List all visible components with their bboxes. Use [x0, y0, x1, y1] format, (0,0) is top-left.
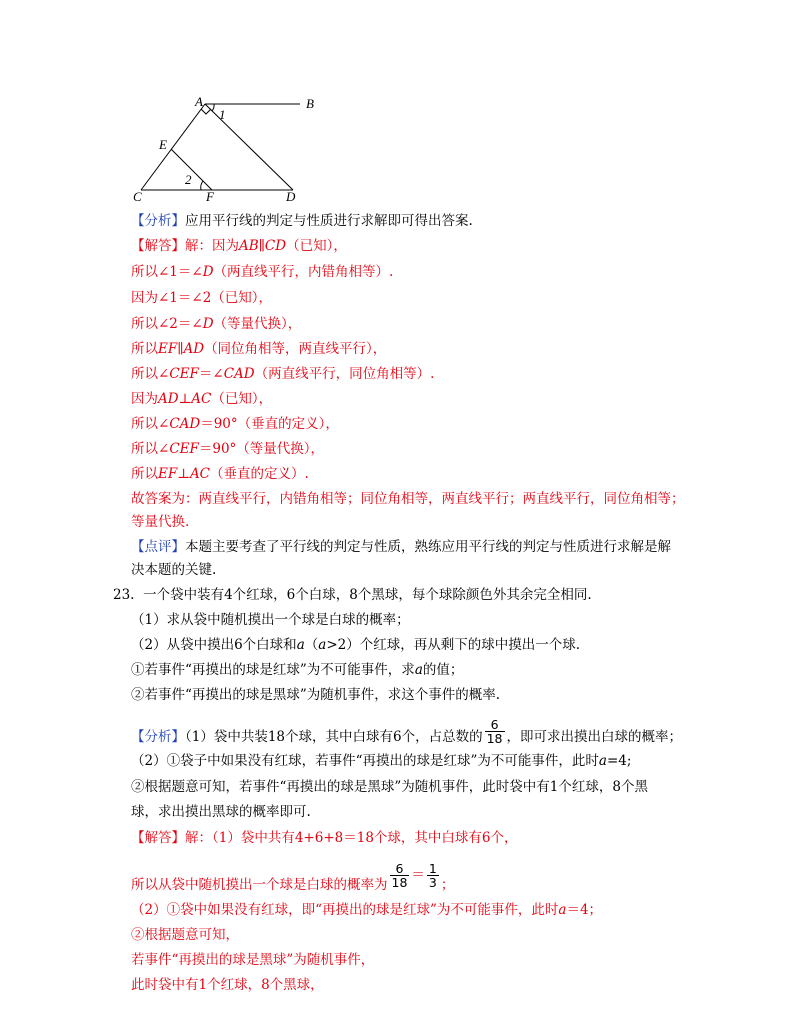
- answer-tag: 【解答】: [131, 238, 185, 254]
- q22-answer-line-6: [131, 365, 434, 383]
- text: 所以∠2＝∠: [131, 316, 203, 332]
- q23-answer-line-3: [131, 901, 602, 919]
- q23-analysis-line-4: 球，求出摸出黑球的概率即可.: [131, 804, 311, 820]
- text: ∥: [177, 341, 184, 357]
- math-var: AD: [158, 391, 179, 407]
- math-var: a: [414, 662, 423, 678]
- fraction: [427, 862, 439, 889]
- comment-tag: 【点评】: [131, 539, 185, 555]
- q23-answer-line-5: 若事件“再摸出的球是黑球”为随机事件，: [131, 952, 375, 968]
- geometry-figure: [0, 0, 800, 210]
- segment-ef: [171, 149, 212, 190]
- math-var: CEF: [169, 366, 199, 382]
- q22-answer-line-2: [131, 263, 393, 281]
- q23-answer-line-1: [131, 829, 518, 847]
- math-var: CEF: [169, 441, 199, 457]
- text: 的值；: [422, 662, 464, 678]
- label-1: 1: [219, 107, 226, 122]
- text: 所以从袋中随机摸出一个球是白球的概率为: [131, 877, 388, 893]
- q22-answer-line-8: [131, 415, 339, 433]
- text: ，即可求出摸出白球的概率；: [506, 729, 683, 745]
- text: 解：因为: [185, 238, 239, 254]
- text: >2）个红球，再从剩下的球中摸出一个球.: [326, 637, 581, 653]
- math-var: a: [318, 637, 327, 653]
- question-number: 23.: [113, 587, 135, 603]
- q22-answer-line-10: [131, 465, 309, 483]
- segment-ac: [141, 104, 205, 190]
- math-var: D: [202, 264, 214, 280]
- text: ⊥: [178, 391, 192, 407]
- label-f: F: [206, 189, 214, 204]
- numerator: 6: [490, 717, 499, 732]
- analysis-text: 应用平行线的判定与性质进行求解即可得出答案.: [185, 213, 473, 229]
- text: ＝90°（垂直的定义），: [200, 416, 339, 432]
- answer-tag: 【解答】: [131, 830, 185, 846]
- math-var: EF: [158, 341, 178, 357]
- math-var: AD: [183, 341, 205, 357]
- q22-answer-line-5: [131, 340, 386, 358]
- label-d: D: [286, 189, 296, 204]
- label-b: B: [306, 96, 314, 111]
- q22-answer-line-7: [131, 390, 272, 408]
- text: （两直线平行，同位角相等）.: [254, 366, 435, 382]
- math-var: EF: [158, 466, 178, 482]
- math-var: a: [558, 902, 567, 918]
- q22-comment: [131, 538, 671, 556]
- q23-part-1: （1）求从袋中随机摸出一个球是白球的概率；: [131, 612, 410, 628]
- text: （等量代换），: [213, 316, 302, 332]
- q22-analysis: [131, 212, 473, 230]
- text: 所以∠1＝∠: [131, 264, 203, 280]
- text: ⊥: [177, 466, 190, 482]
- q23-answer-line-6: 此时袋中有1个红球，8个黑球，: [131, 977, 324, 993]
- comment-text: 本题主要考查了平行线的判定与性质，熟练应用平行线的判定与性质进行求解是解: [185, 539, 671, 555]
- math-var: D: [202, 316, 214, 332]
- q22-comment-cont: 决本题的关键.: [131, 562, 217, 578]
- equals: ＝: [411, 867, 425, 883]
- numerator: 1: [428, 861, 437, 876]
- math-var: AB: [239, 238, 259, 254]
- q22-final-answer-cont: 等量代换.: [131, 514, 190, 530]
- q23-answer-line-2: [131, 861, 455, 899]
- q23-analysis-line-3: ②根据题意可知，若事件“再摸出的球是黑球”为随机事件，此时袋中有1个红球，8个黑: [131, 779, 648, 795]
- q23-part-2: [131, 636, 580, 654]
- math-var: a: [598, 753, 607, 769]
- numerator: 6: [395, 861, 404, 876]
- text: （: [304, 637, 319, 653]
- label-c: C: [133, 189, 142, 204]
- text: （两直线平行，内错角相等）.: [213, 264, 394, 280]
- q23-analysis: [131, 717, 683, 751]
- text: 因为: [131, 391, 158, 407]
- analysis-tag: 【分析】: [131, 729, 185, 745]
- q23-analysis-line-2: [131, 752, 631, 770]
- text: ；: [440, 877, 455, 893]
- text: （1）袋中共装18个球，其中白球有6个，占总数的: [185, 729, 483, 745]
- label-2: 2: [185, 172, 192, 187]
- q22-answer-line-4: [131, 315, 301, 333]
- text: 所以∠: [131, 441, 170, 457]
- text: 所以: [131, 466, 158, 482]
- text: （垂直的定义）.: [210, 466, 309, 482]
- q23-stem: [113, 586, 592, 604]
- angle-2-arc: [201, 181, 203, 190]
- text: ＝90°（等量代换），: [198, 441, 325, 457]
- math-var: CD: [264, 238, 287, 254]
- q23-part-2-sub-2: ②若事件“再摸出的球是黑球”为随机事件，求这个事件的概率.: [131, 687, 501, 703]
- denominator: 3: [428, 875, 437, 890]
- text: 所以∠: [131, 416, 170, 432]
- text: 所以∠: [131, 366, 170, 382]
- q23-answer-line-4: ②根据题意可知，: [131, 927, 239, 943]
- math-var: a: [296, 637, 305, 653]
- analysis-tag: 【分析】: [131, 213, 185, 229]
- denominator: 18: [486, 731, 503, 746]
- text: ①若事件“再摸出的球是红球”为不可能事件，求: [131, 662, 415, 678]
- question-stem: 一个袋中装有4个红球，6个白球，8个黑球，每个球除颜色外其余完全相同.: [143, 587, 592, 603]
- fraction: [390, 862, 410, 889]
- math-var: AC: [189, 466, 211, 482]
- denominator: 18: [391, 875, 408, 890]
- text: （已知），: [211, 391, 273, 407]
- text: （同位角相等，两直线平行），: [204, 341, 387, 357]
- text: （2）从袋中摸出6个白球和: [131, 637, 297, 653]
- label-e: E: [159, 137, 167, 152]
- q22-answer-line-1: [131, 237, 347, 255]
- text: ∥: [258, 238, 265, 254]
- label-a: A: [195, 94, 203, 109]
- text: 解：（1）袋中共有4+6+8＝18个球，其中白球有6个，: [185, 830, 518, 846]
- text: （2）①袋子中如果没有红球，若事件“再摸出的球是红球”为不可能事件，此时: [131, 753, 599, 769]
- text: 所以: [131, 341, 158, 357]
- q22-answer-line-3: 因为∠1＝∠2（已知），: [131, 290, 273, 306]
- math-var: CAD: [223, 366, 255, 382]
- right-angle-mark-a: [201, 109, 211, 114]
- text: ＝∠: [198, 366, 224, 382]
- q23-part-2-sub-1: [131, 661, 463, 679]
- text: （已知），: [286, 238, 347, 254]
- text: ＝4；: [566, 902, 603, 918]
- q22-final-answer: 故答案为：两直线平行，内错角相等；同位角相等，两直线平行；两直线平行，同位角相等；: [131, 491, 685, 507]
- text: （2）①袋中如果没有红球，即“再摸出的球是红球”为不可能事件，此时: [131, 902, 559, 918]
- q22-answer-line-9: [131, 440, 324, 458]
- text: =4;: [606, 753, 632, 769]
- math-var: AC: [191, 391, 212, 407]
- angle-1-arc: [212, 104, 214, 111]
- math-var: CAD: [169, 416, 201, 432]
- fraction: [485, 718, 505, 745]
